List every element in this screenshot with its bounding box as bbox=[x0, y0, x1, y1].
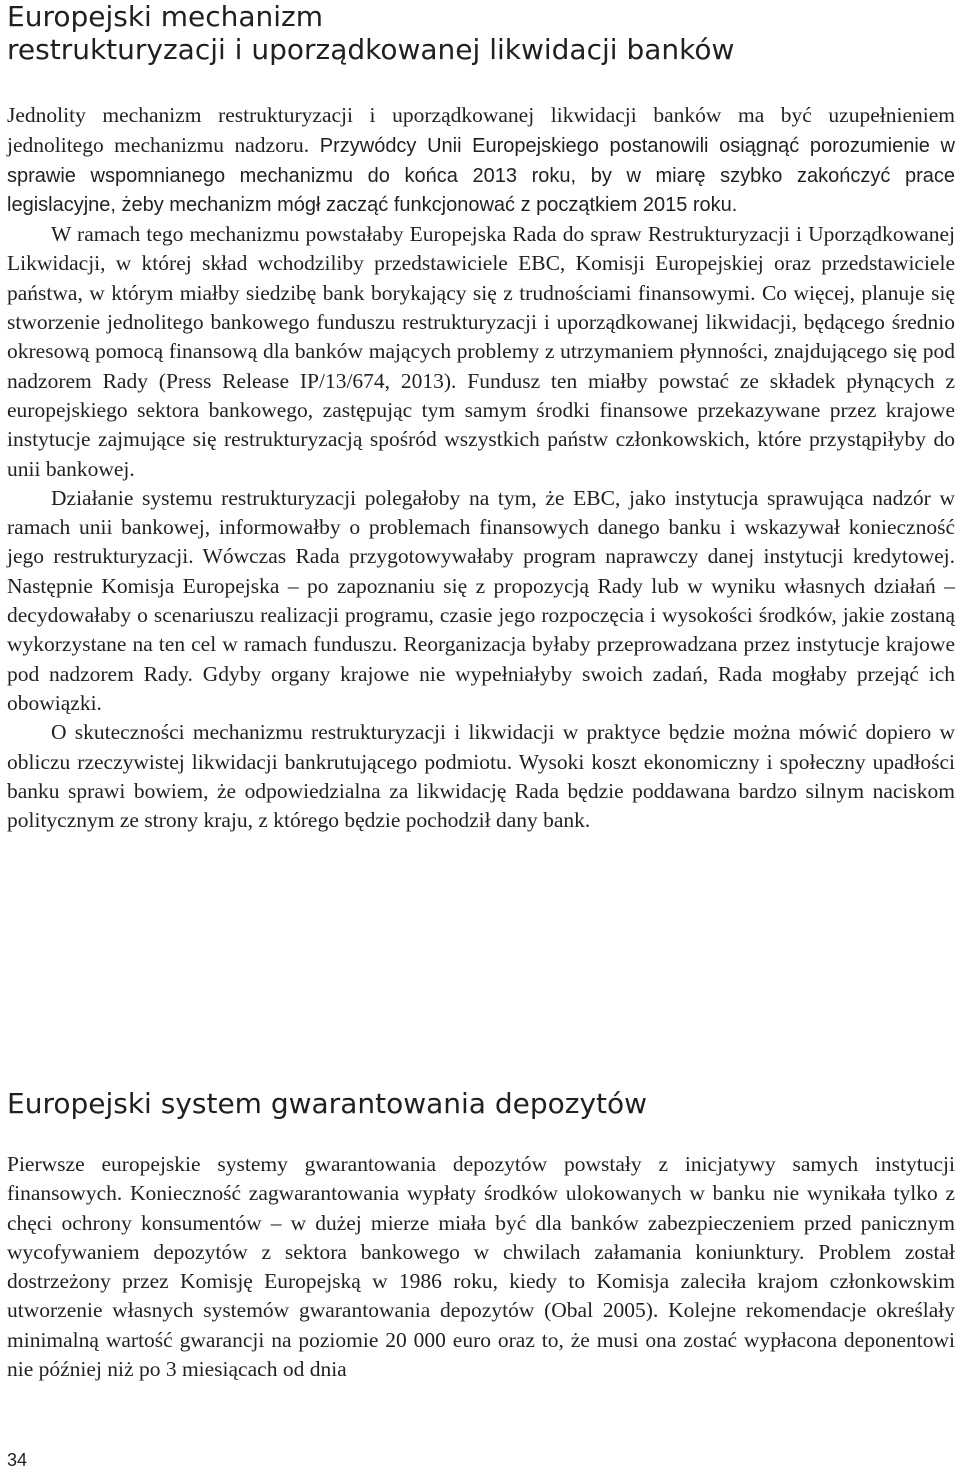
page-number: 34 bbox=[7, 1450, 28, 1470]
section-title-line-2: restrukturyzacji i uporządkowanej likwidacji banków bbox=[7, 33, 735, 66]
intro-sentence-2: Przywódcy Unii Europejskiego postanowili osiągnąć porozumienie w sprawie wspomnianego mechanizmu do końca 2013 roku, by w miarę szybko zakończyć prace legislacyjne, żeby mechanizm mógł zacząć funkcjonować z początkiem 2015 roku. bbox=[7, 135, 955, 216]
section-title-line-1: Europejski mechanizm bbox=[7, 0, 324, 33]
intro-paragraph bbox=[7, 101, 955, 220]
section-title-resolution-mechanism bbox=[7, 0, 734, 66]
section-2-body bbox=[7, 1150, 955, 1384]
body-paragraph: Działanie systemu restrukturyzacji polegałoby na tym, że EBC, jako instytucja sprawująca nadzór w ramach unii bankowej, informowałby o problemach finansowych danego banku i wskazywał konieczność jego restrukturyzacji. Wówczas Rada przygotowywałaby program naprawczy danej instytucji kredytowej. Następnie Komisja Europejska – po zapoznaniu się z propozycją Rady lub w wyniku własnych działań – decydowałaby o scenariuszu realizacji programu, czasie jego rozpoczęcia i wysokości środków, jakie zostaną wykorzystane na ten cel w ramach funduszu. Reorganizacja byłaby przeprowadzana przez instytucje krajowe pod nadzorem Rady. Gdyby organy krajowe nie wypełniałyby swoich zadań, Rada mogłaby przejąć ich obowiązki. bbox=[7, 485, 955, 715]
body-paragraph: O skuteczności mechanizmu restrukturyzacji i likwidacji w praktyce będzie można mówić dopiero w obliczu rzeczywistej likwidacji bankrutującego podmiotu. Wysoki koszt ekonomiczny i społeczny upadłości banku sprawi bowiem, że odpowiedzialna za likwidację Rada będzie poddawana bardzo silnym naciskom politycznym ze strony kraju, z którego będzie pochodził dany bank. bbox=[7, 720, 955, 833]
body-paragraph: W ramach tego mechanizmu powstałaby Europejska Rada do spraw Restrukturyzacji i Uporządkowanej Likwidacji, w której skład wchodziliby przedstawiciele EBC, Komisji Europejskiej oraz przedstawiciele państwa, w którym miałby siedzibę bank borykający się z trudnościami finansowymi. Co więcej, planuje się stworzenie jednolitego bankowego funduszu restrukturyzacji i uporządkowanej likwidacji, będącego średnio okresową pomocą finansową dla banków mających problemy z utrzymaniem płynności, znajdującego się pod nadzorem Rady (Press Release IP/13/674, 2013). Fundusz ten miałby powstać ze składek płynących z europejskiego sektora bankowego, zastępując tym samym środki finansowe przekazywane przez krajowe instytucje zajmujące się restrukturyzacją spośród wszystkich państw członkowskich, które przystąpiłyby do unii bankowej. bbox=[7, 222, 955, 481]
intro-sentence-1: Jednolity mechanizm restrukturyzacji i uporządkowanej likwidacji banków ma być uzupełnieniem jednolitego mechanizmu nadzoru. bbox=[7, 103, 955, 158]
section-1-body bbox=[7, 101, 955, 835]
section-title-deposit-guarantee: Europejski system gwarantowania depozytów bbox=[7, 1087, 648, 1120]
body-paragraph: Pierwsze europejskie systemy gwarantowania depozytów powstały z inicjatywy samych instytucji finansowych. Konieczność zagwarantowania wypłaty środków ulokowanych w banku nie wynikała tylko z chęci ochrony konsumentów – w dużej mierze miała być dla banków zabezpieczeniem przed panicznym wycofywaniem depozytów z sektora bankowego w chwilach załamania koniunktury. Problem został dostrzeżony przez Komisję Europejską w 1986 roku, kiedy to Komisja zaleciła krajom członkowskim utworzenie własnych systemów gwarantowania depozytów (Obal 2005). Kolejne rekomendacje określały minimalną wartość gwarancji na poziomie 20 000 euro oraz to, że musi ona zostać wypłacona deponentowi nie później niż po 3 miesiącach od dnia bbox=[7, 1152, 955, 1382]
